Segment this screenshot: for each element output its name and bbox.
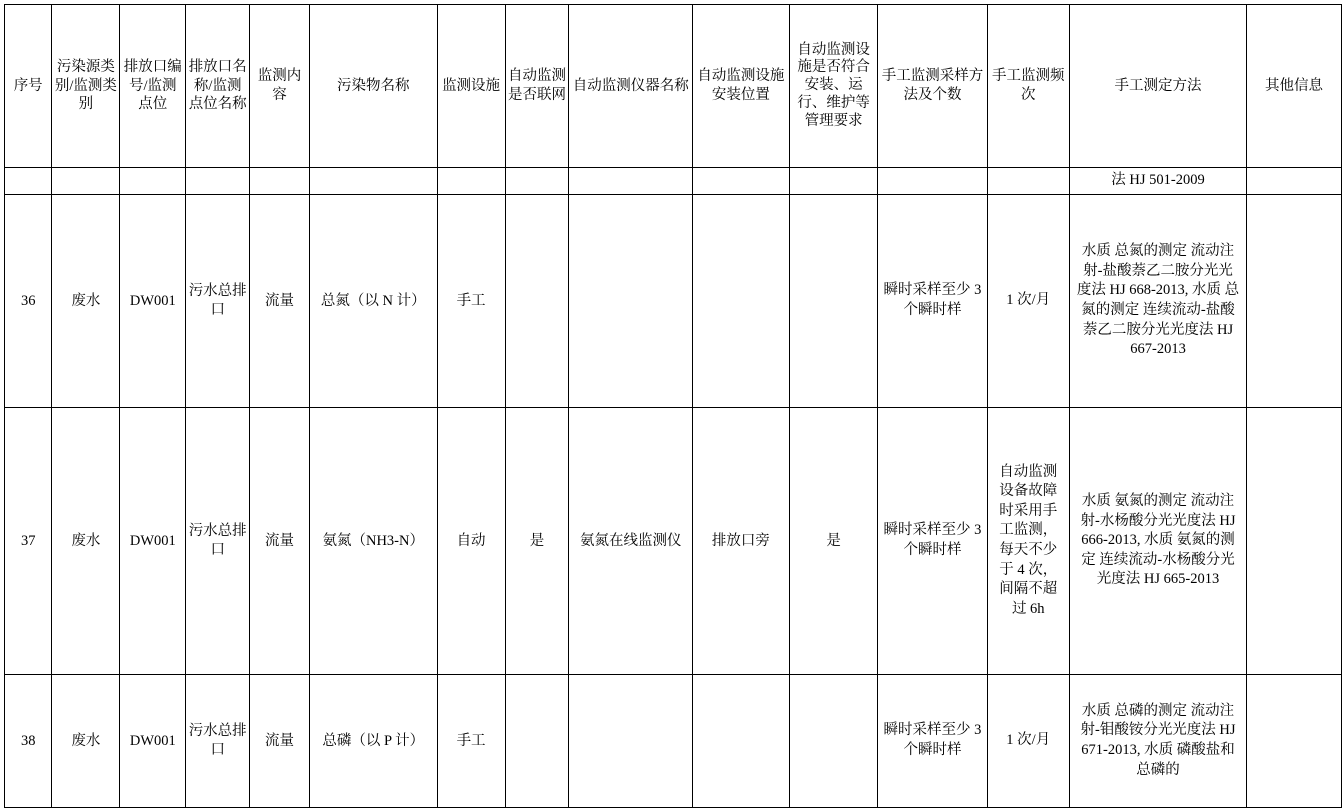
cell-sampling-method	[878, 168, 987, 195]
cell-content	[250, 168, 310, 195]
header-cell-frequency: 手工监测频次	[987, 5, 1069, 168]
cell-outlet-name	[186, 168, 250, 195]
cell-compliance: 是	[789, 408, 878, 675]
cell-instrument	[569, 195, 693, 408]
cell-facility: 自动	[437, 408, 505, 675]
header-cell-install-position: 自动监测设施安装位置	[693, 5, 790, 168]
cell-sampling-method: 瞬时采样至少 3 个瞬时样	[878, 195, 987, 408]
cell-facility: 手工	[437, 675, 505, 808]
cell-networked	[505, 675, 569, 808]
cell-sampling-method: 瞬时采样至少 3 个瞬时样	[878, 408, 987, 675]
cell-content: 流量	[250, 195, 310, 408]
cell-no: 37	[5, 408, 52, 675]
cell-determination-method: 水质 总磷的测定 流动注射-钼酸铵分光光度法 HJ 671-2013, 水质 磷酸盐和总磷的	[1069, 675, 1246, 808]
cell-no: 38	[5, 675, 52, 808]
cell-frequency	[987, 168, 1069, 195]
header-cell-content: 监测内容	[250, 5, 310, 168]
header-cell-pollutant: 污染物名称	[309, 5, 437, 168]
header-cell-determination-method: 手工测定方法	[1069, 5, 1246, 168]
cell-other-info	[1247, 168, 1342, 195]
cell-frequency: 自动监测设备故障时采用手工监测，每天不少于 4 次，间隔不超过 6h	[987, 408, 1069, 675]
monitoring-plan-table	[4, 4, 1342, 808]
cell-install-position	[693, 195, 790, 408]
header-cell-compliance: 自动监测设施是否符合安装、运行、维护等管理要求	[789, 5, 878, 168]
header-cell-other-info: 其他信息	[1247, 5, 1342, 168]
table-row	[5, 408, 1342, 675]
cell-instrument: 氨氮在线监测仪	[569, 408, 693, 675]
header-cell-sampling-method: 手工监测采样方法及个数	[878, 5, 987, 168]
cell-outlet-name: 污水总排口	[186, 675, 250, 808]
cell-install-position: 排放口旁	[693, 408, 790, 675]
cell-networked	[505, 168, 569, 195]
cell-outlet-name: 污水总排口	[186, 408, 250, 675]
cell-networked: 是	[505, 408, 569, 675]
cell-outlet-code	[120, 168, 186, 195]
cell-pollutant: 总氮（以 N 计）	[309, 195, 437, 408]
cell-sampling-method: 瞬时采样至少 3 个瞬时样	[878, 675, 987, 808]
cell-no: 36	[5, 195, 52, 408]
header-row	[5, 5, 1342, 168]
cell-instrument	[569, 675, 693, 808]
header-cell-outlet-code: 排放口编号/监测点位	[120, 5, 186, 168]
cell-pollutant: 氨氮（NH3-N）	[309, 408, 437, 675]
cell-determination-method: 水质 总氮的测定 流动注射-盐酸萘乙二胺分光光度法 HJ 668-2013, 水质 总氮的测定 连续流动-盐酸萘乙二胺分光光度法 HJ 667-2013	[1069, 195, 1246, 408]
cell-facility: 手工	[437, 195, 505, 408]
table-row	[5, 195, 1342, 408]
header-cell-outlet-name: 排放口名称/监测点位名称	[186, 5, 250, 168]
header-cell-networked: 自动监测是否联网	[505, 5, 569, 168]
cell-compliance	[789, 168, 878, 195]
cell-install-position	[693, 675, 790, 808]
cell-content: 流量	[250, 675, 310, 808]
cell-other-info	[1247, 408, 1342, 675]
cell-outlet-code: DW001	[120, 408, 186, 675]
cell-content: 流量	[250, 408, 310, 675]
cell-source-type: 废水	[52, 408, 120, 675]
cell-outlet-code: DW001	[120, 195, 186, 408]
cell-pollutant: 总磷（以 P 计）	[309, 675, 437, 808]
cell-install-position	[693, 168, 790, 195]
cell-no	[5, 168, 52, 195]
cell-instrument	[569, 168, 693, 195]
cell-other-info	[1247, 675, 1342, 808]
cell-outlet-name: 污水总排口	[186, 195, 250, 408]
table-header	[5, 5, 1342, 168]
table-row	[5, 168, 1342, 195]
table-body	[5, 168, 1342, 808]
cell-determination-method: 法 HJ 501-2009	[1069, 168, 1246, 195]
cell-source-type: 废水	[52, 675, 120, 808]
cell-other-info	[1247, 195, 1342, 408]
table-row	[5, 675, 1342, 808]
header-cell-source-type: 污染源类别/监测类别	[52, 5, 120, 168]
cell-frequency: 1 次/月	[987, 195, 1069, 408]
cell-source-type: 废水	[52, 195, 120, 408]
header-cell-instrument: 自动监测仪器名称	[569, 5, 693, 168]
cell-pollutant	[309, 168, 437, 195]
header-cell-no: 序号	[5, 5, 52, 168]
cell-networked	[505, 195, 569, 408]
cell-facility	[437, 168, 505, 195]
monitoring-plan-sheet	[0, 4, 1344, 783]
header-cell-facility: 监测设施	[437, 5, 505, 168]
cell-source-type	[52, 168, 120, 195]
cell-outlet-code: DW001	[120, 675, 186, 808]
cell-compliance	[789, 195, 878, 408]
cell-compliance	[789, 675, 878, 808]
cell-determination-method: 水质 氨氮的测定 流动注射-水杨酸分光光度法 HJ 666-2013, 水质 氨氮的测定 连续流动-水杨酸分光光度法 HJ 665-2013	[1069, 408, 1246, 675]
cell-frequency: 1 次/月	[987, 675, 1069, 808]
